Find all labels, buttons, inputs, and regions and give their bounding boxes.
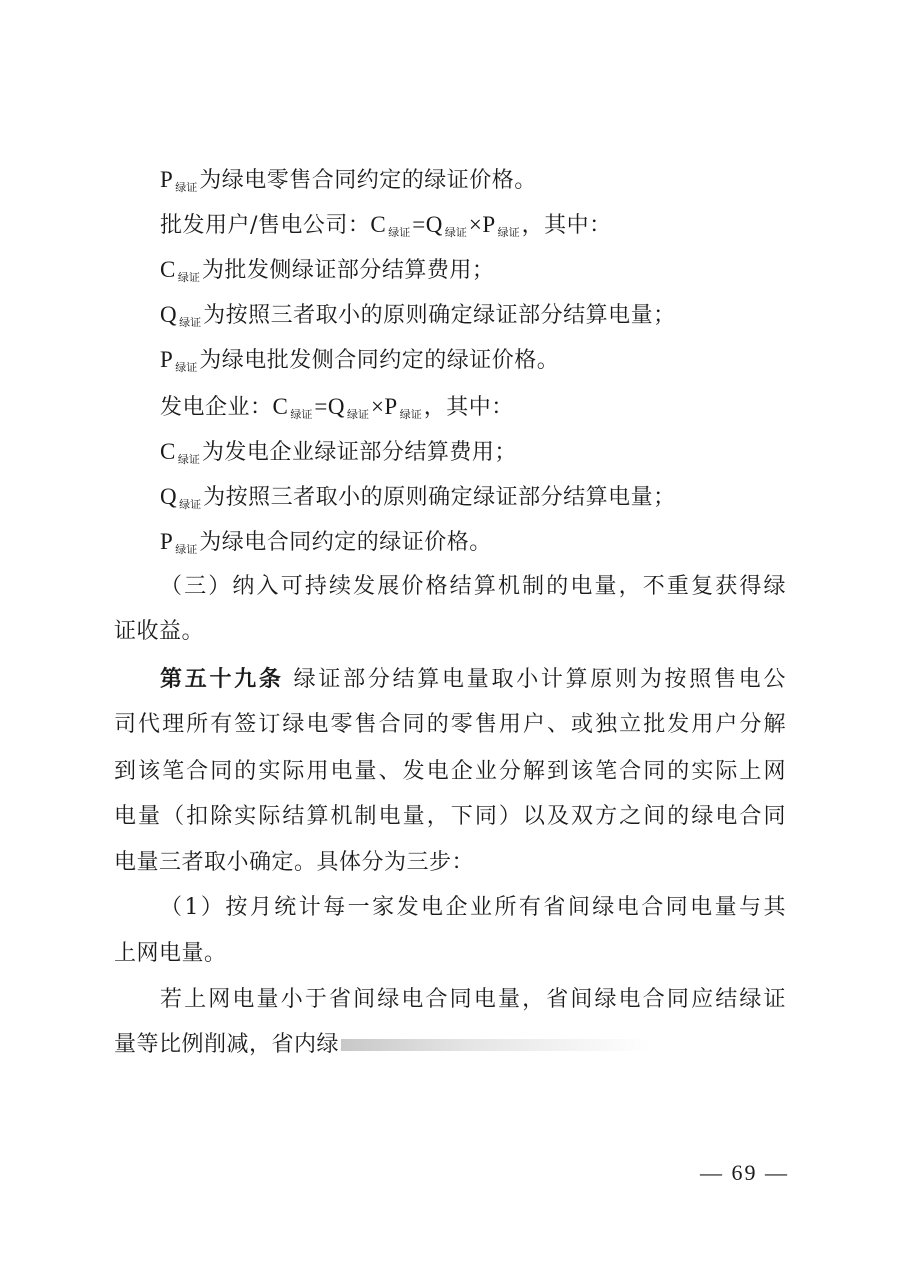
definition-p-wholesale: P $_{绿证}$为绿电批发侧合同约定的绿证价格。 <box>160 347 560 374</box>
page-number: — 69 — <box>700 1160 789 1185</box>
article-59-line5: 电量三者取小确定。具体分为三步： <box>114 850 475 875</box>
paragraph-line2: 量等比例削减，省内绿 <box>114 1030 651 1060</box>
formula-wholesale: 批发用户/售电公司：C $_{绿证}$=Q $_{绿证}$×P $_{绿证}$，其中： <box>160 212 612 239</box>
definition-q-wholesale: Q $_{绿证}$为按照三者取小的原则确定绿证部分结算电量； <box>160 302 676 329</box>
article-heading: 第五十九条 <box>160 667 284 692</box>
definition-p-retail: P $_{绿证}$为绿电零售合同约定的绿证价格。 <box>160 167 537 194</box>
formula-generator: 发电企业：C $_{绿证}$=Q $_{绿证}$×P $_{绿证}$，其中： <box>160 394 514 421</box>
definition-p-generator: P $_{绿证}$为绿电合同约定的绿证价格。 <box>160 529 492 556</box>
article-59-line4: 电量（扣除实际结算机制电量，下同）以及双方之间的绿电合同 <box>114 804 786 829</box>
definition-c-wholesale: C $_{绿证}$为批发侧绿证部分结算费用； <box>160 257 495 284</box>
step-one-line1: （1）按月统计每一家发电企业所有省间绿电合同电量与其 <box>160 895 786 920</box>
clause-three-line2: 证收益。 <box>114 619 205 644</box>
paragraph-line1: 若上网电量小于省间绿电合同电量，省间绿电合同应结绿证 <box>160 987 786 1012</box>
step-one-line2: 上网电量。 <box>114 941 227 966</box>
definition-c-generator: C $_{绿证}$为发电企业绿证部分结算费用； <box>160 439 517 466</box>
article-59-line3: 到该笔合同的实际用电量、发电企业分解到该笔合同的实际上网 <box>114 759 786 784</box>
article-59-line2: 司代理所有签订绿电零售合同的零售用户、或独立批发用户分解 <box>114 712 786 737</box>
definition-q-generator: Q $_{绿证}$为按照三者取小的原则确定绿证部分结算电量； <box>160 484 676 511</box>
clause-three-line1: （三）纳入可持续发展价格结算机制的电量，不重复获得绿 <box>160 574 786 599</box>
article-59-line1: 第五十九条 绿证部分结算电量取小计算原则为按照售电公 <box>160 667 786 692</box>
fade-out-overlay <box>341 1039 651 1051</box>
